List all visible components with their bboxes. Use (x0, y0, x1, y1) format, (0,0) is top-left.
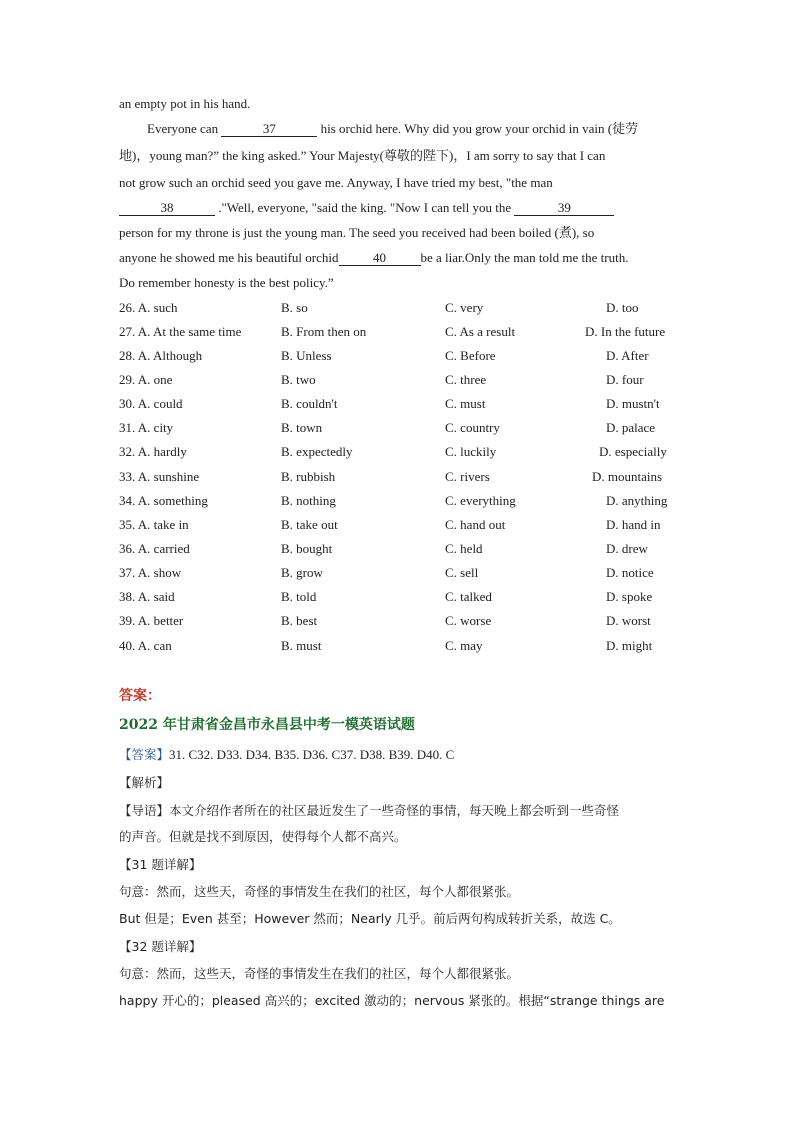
q32-meaning: 句意：然而，这些天，奇怪的事情发生在我们的社区，每个人都很紧张。 (119, 966, 520, 981)
q32-explain: happy 开心的；pleased 高兴的；excited 激动的；nervous 紧张的。根据“strange things are (119, 993, 665, 1008)
option-c: C. sell (445, 565, 479, 580)
option-c: C. held (445, 541, 483, 556)
option-c: C. everything (445, 493, 516, 508)
option-d: D. hand in (606, 517, 661, 532)
answer-key: 31. C32. D33. D34. B35. D36. C37. D38. B39. D40. C (169, 747, 455, 762)
passage-line-7 (119, 249, 679, 267)
analysis-label (119, 774, 679, 792)
question-row (119, 395, 679, 413)
question-row (119, 540, 679, 558)
q31-meaning: 句意：然而，这些天，奇怪的事情发生在我们的社区，每个人都很紧张。 (119, 884, 520, 899)
option-c: C. Before (445, 348, 496, 363)
option-c: C. luckily (445, 444, 497, 459)
option-b: B. so (281, 300, 308, 315)
option-b: B. must (281, 638, 322, 653)
option-a: 29. A. one (119, 372, 173, 387)
q31-explain: But 但是；Even 甚至；However 然而；Nearly 几乎。前后两句构成转折关系，故选 C。 (119, 911, 621, 926)
option-a: 38. A. said (119, 589, 175, 604)
option-a: 34. A. something (119, 493, 208, 508)
option-d: D. spoke (606, 589, 653, 604)
option-d: D. mustn't (606, 396, 660, 411)
guide-text: 本文介绍作者所在的社区最近发生了一些奇怪的事情，每天晚上都会听到一些奇怪 (169, 803, 620, 818)
question-row (119, 637, 679, 655)
passage-line-4: not grow such an orchid seed you gave me. Anyway, I have tried my best, "the man (119, 175, 553, 190)
option-d: D. worst (606, 613, 651, 628)
option-c: C. very (445, 300, 484, 315)
passage-line-2 (119, 120, 679, 138)
option-b: B. Unless (281, 348, 332, 363)
option-b: B. bought (281, 541, 333, 556)
guide-line-2: 的声音。但就是找不到原因，使得每个人都不高兴。 (119, 829, 407, 844)
answer-label: 【答案】 (119, 747, 170, 762)
option-d: D. anything (606, 493, 668, 508)
answer-key-line (119, 746, 679, 764)
blank-40: 40 (339, 251, 421, 266)
passage-line-6: person for my throne is just the young man. The seed you received had been boiled (煮), so (119, 225, 595, 240)
option-b: B. told (281, 589, 317, 604)
passage-line-1: an empty pot in his hand. (119, 96, 251, 111)
exam-title: 2022 年甘肃省金昌市永昌县中考一模英语试题 (119, 717, 415, 733)
option-a: 37. A. show (119, 565, 182, 580)
question-row (119, 492, 679, 510)
option-b: B. grow (281, 565, 323, 580)
q32-label: 【32 题详解】 (119, 939, 202, 954)
option-c: C. must (445, 396, 486, 411)
option-d: D. notice (606, 565, 654, 580)
option-c: C. worse (445, 613, 492, 628)
option-d: D. mountains (592, 469, 663, 484)
option-d: D. In the future (585, 324, 666, 339)
question-row (119, 516, 679, 534)
option-a: 32. A. hardly (119, 444, 187, 459)
passage-text: ."Well, everyone, "said the king. "Now I can tell you the (215, 200, 515, 215)
passage-line-3: 地)，young man?” the king asked.” Your Majesty(尊敬的陛下)，I am sorry to say that I can (119, 148, 606, 163)
option-a: 26. A. such (119, 300, 178, 315)
option-b: B. expectedly (281, 444, 353, 459)
option-c: C. talked (445, 589, 492, 604)
option-b: B. two (281, 372, 316, 387)
analysis-label-text: 【解析】 (119, 775, 170, 790)
question-row (119, 612, 679, 630)
q31-label: 【31 题详解】 (119, 857, 202, 872)
question-row (119, 371, 679, 389)
option-a: 40. A. can (119, 638, 172, 653)
question-row (119, 419, 679, 437)
question-row (119, 443, 679, 461)
guide-label: 【导语】 (119, 803, 170, 818)
option-d: D. palace (606, 420, 656, 435)
answer-heading: 答案： (119, 688, 161, 704)
question-row (119, 323, 679, 341)
option-d: D. After (606, 348, 649, 363)
option-d: D. drew (606, 541, 648, 556)
question-row (119, 588, 679, 606)
option-c: C. three (445, 372, 487, 387)
option-a: 33. A. sunshine (119, 469, 200, 484)
blank-38: 38 (119, 201, 215, 216)
passage-text: Everyone can (147, 121, 222, 136)
option-d: D. too (606, 300, 639, 315)
option-b: B. couldn't (281, 396, 338, 411)
option-b: B. rubbish (281, 469, 336, 484)
question-row (119, 299, 679, 317)
option-a: 28. A. Although (119, 348, 203, 363)
guide-line-1 (119, 802, 679, 820)
option-a: 30. A. could (119, 396, 183, 411)
option-a: 36. A. carried (119, 541, 190, 556)
question-row (119, 564, 679, 582)
option-b: B. best (281, 613, 318, 628)
option-c: C. rivers (445, 469, 490, 484)
option-a: 27. A. At the same time (119, 324, 242, 339)
option-a: 35. A. take in (119, 517, 189, 532)
passage-line-5 (119, 199, 679, 217)
option-c: C. may (445, 638, 483, 653)
question-row (119, 347, 679, 365)
blank-37: 37 (221, 122, 317, 137)
passage-text: be a liar.Only the man told me the truth. (420, 250, 629, 265)
option-b: B. take out (281, 517, 338, 532)
passage-text: his orchid here. Why did you grow your orchid in vain (徒劳 (317, 121, 639, 136)
option-c: C. hand out (445, 517, 506, 532)
blank-39: 39 (514, 201, 614, 216)
passage-text: anyone he showed me his beautiful orchid (119, 250, 339, 265)
option-d: D. might (606, 638, 653, 653)
option-b: B. nothing (281, 493, 336, 508)
option-d: D. especially (599, 444, 667, 459)
option-c: C. country (445, 420, 500, 435)
option-a: 39. A. better (119, 613, 184, 628)
option-b: B. town (281, 420, 323, 435)
option-d: D. four (606, 372, 644, 387)
option-a: 31. A. city (119, 420, 174, 435)
option-b: B. From then on (281, 324, 367, 339)
passage-line-8: Do remember honesty is the best policy.” (119, 275, 334, 290)
option-c: C. As a result (445, 324, 516, 339)
question-row (119, 468, 679, 486)
